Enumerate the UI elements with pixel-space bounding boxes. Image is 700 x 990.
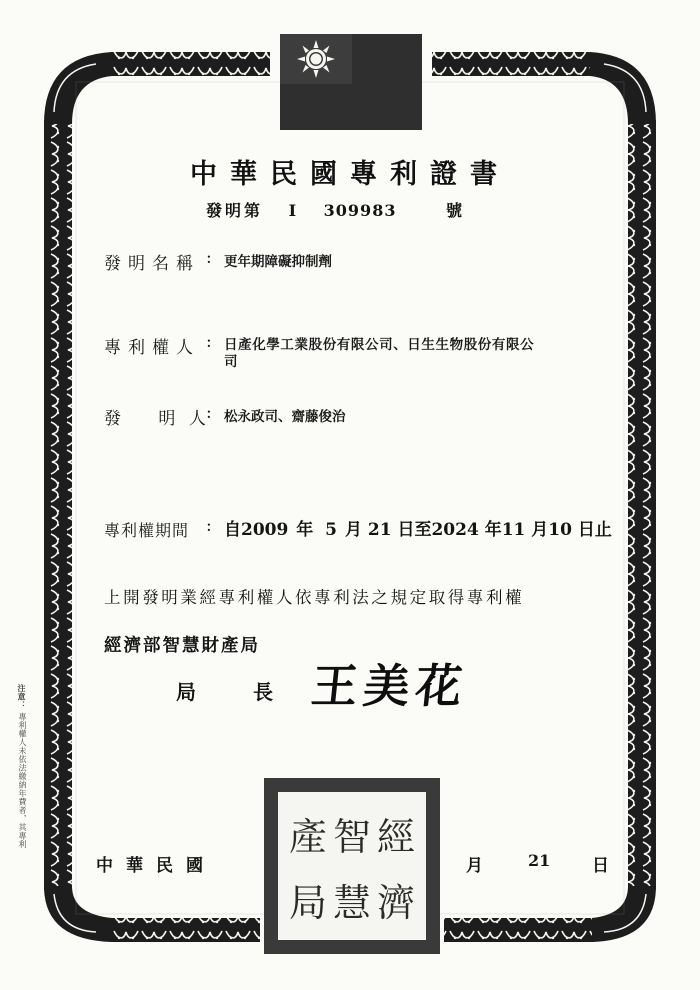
side-note	[16, 684, 28, 849]
term-year-char-2: 年	[484, 520, 502, 540]
inventor-value: 松永政司、齋藤俊治	[224, 409, 346, 425]
seal-char: 局	[288, 880, 327, 925]
director-signature: 王美花	[308, 659, 471, 713]
issue-date-day: 21	[528, 851, 551, 870]
inventor-label-char-2: 明	[158, 409, 176, 429]
issue-date-day-char: 日	[592, 856, 609, 876]
patentee-colon: :	[206, 332, 212, 352]
grant-statement: 上開發明業經專利權人依專利法之規定取得專利權	[104, 588, 525, 607]
invention-name-label: 發明名稱	[104, 254, 200, 274]
director-title-char-1: 局	[176, 680, 196, 704]
seal-char: 智	[332, 814, 371, 859]
side-note-title: 注意：	[17, 684, 27, 710]
inventor-colon: :	[206, 403, 212, 423]
term-value	[224, 515, 612, 540]
seal-char: 經	[376, 814, 415, 859]
term-month-char-1: 月	[344, 520, 362, 540]
seal-char: 慧	[332, 880, 371, 925]
term-end-year: 2024	[431, 520, 479, 540]
term-start-day: 21	[367, 520, 392, 540]
term-year-char-1: 年	[296, 520, 314, 540]
issuing-office: 經濟部智慧財產局	[104, 636, 260, 656]
patent-number: 309983	[323, 201, 397, 220]
patent-number-line	[206, 198, 462, 221]
issue-date-era: 中華民國	[96, 856, 216, 876]
flag-emblem-icon	[280, 34, 422, 130]
issue-date-month-char: 月	[466, 856, 483, 876]
number-prefix: 發明第	[206, 201, 264, 220]
term-start-year: 2009	[241, 520, 289, 540]
term-end-day: 10	[548, 520, 572, 540]
invention-name-colon: :	[206, 248, 212, 268]
director-title	[176, 676, 273, 705]
inventor-label	[104, 404, 206, 429]
term-label: 專利權期間	[104, 521, 190, 540]
term-month-char-2: 月	[531, 520, 549, 540]
term-day-char-1: 日	[397, 520, 415, 540]
number-kind: I	[288, 201, 297, 220]
patentee-value-line1: 日產化學工業股份有限公司、日生生物股份有限公	[224, 337, 535, 353]
term-to: 至	[414, 520, 432, 540]
term-from: 自	[224, 520, 241, 540]
official-seal-icon	[264, 778, 440, 954]
patentee-label: 專利權人	[104, 338, 200, 358]
side-note-text: 專利權人未依法繳納年費者，其專利	[18, 712, 27, 849]
number-suffix: 號	[446, 201, 463, 220]
term-day-char-2: 日	[577, 520, 595, 540]
certificate-title: 中華民國專利證書	[190, 159, 510, 190]
inventor-label-char-1: 發	[104, 409, 121, 429]
patentee-value-line2: 司	[224, 354, 238, 370]
term-colon: :	[206, 516, 212, 536]
seal-char: 產	[288, 814, 327, 859]
seal-characters	[286, 800, 418, 932]
director-title-char-2: 長	[252, 680, 273, 704]
term-start-month: 5	[325, 520, 338, 540]
term-end-month: 11	[501, 520, 526, 540]
seal-char: 濟	[376, 880, 415, 925]
inventor-label-char-3: 人	[188, 409, 206, 429]
invention-name-value: 更年期障礙抑制劑	[224, 254, 332, 270]
term-end: 止	[594, 520, 612, 540]
